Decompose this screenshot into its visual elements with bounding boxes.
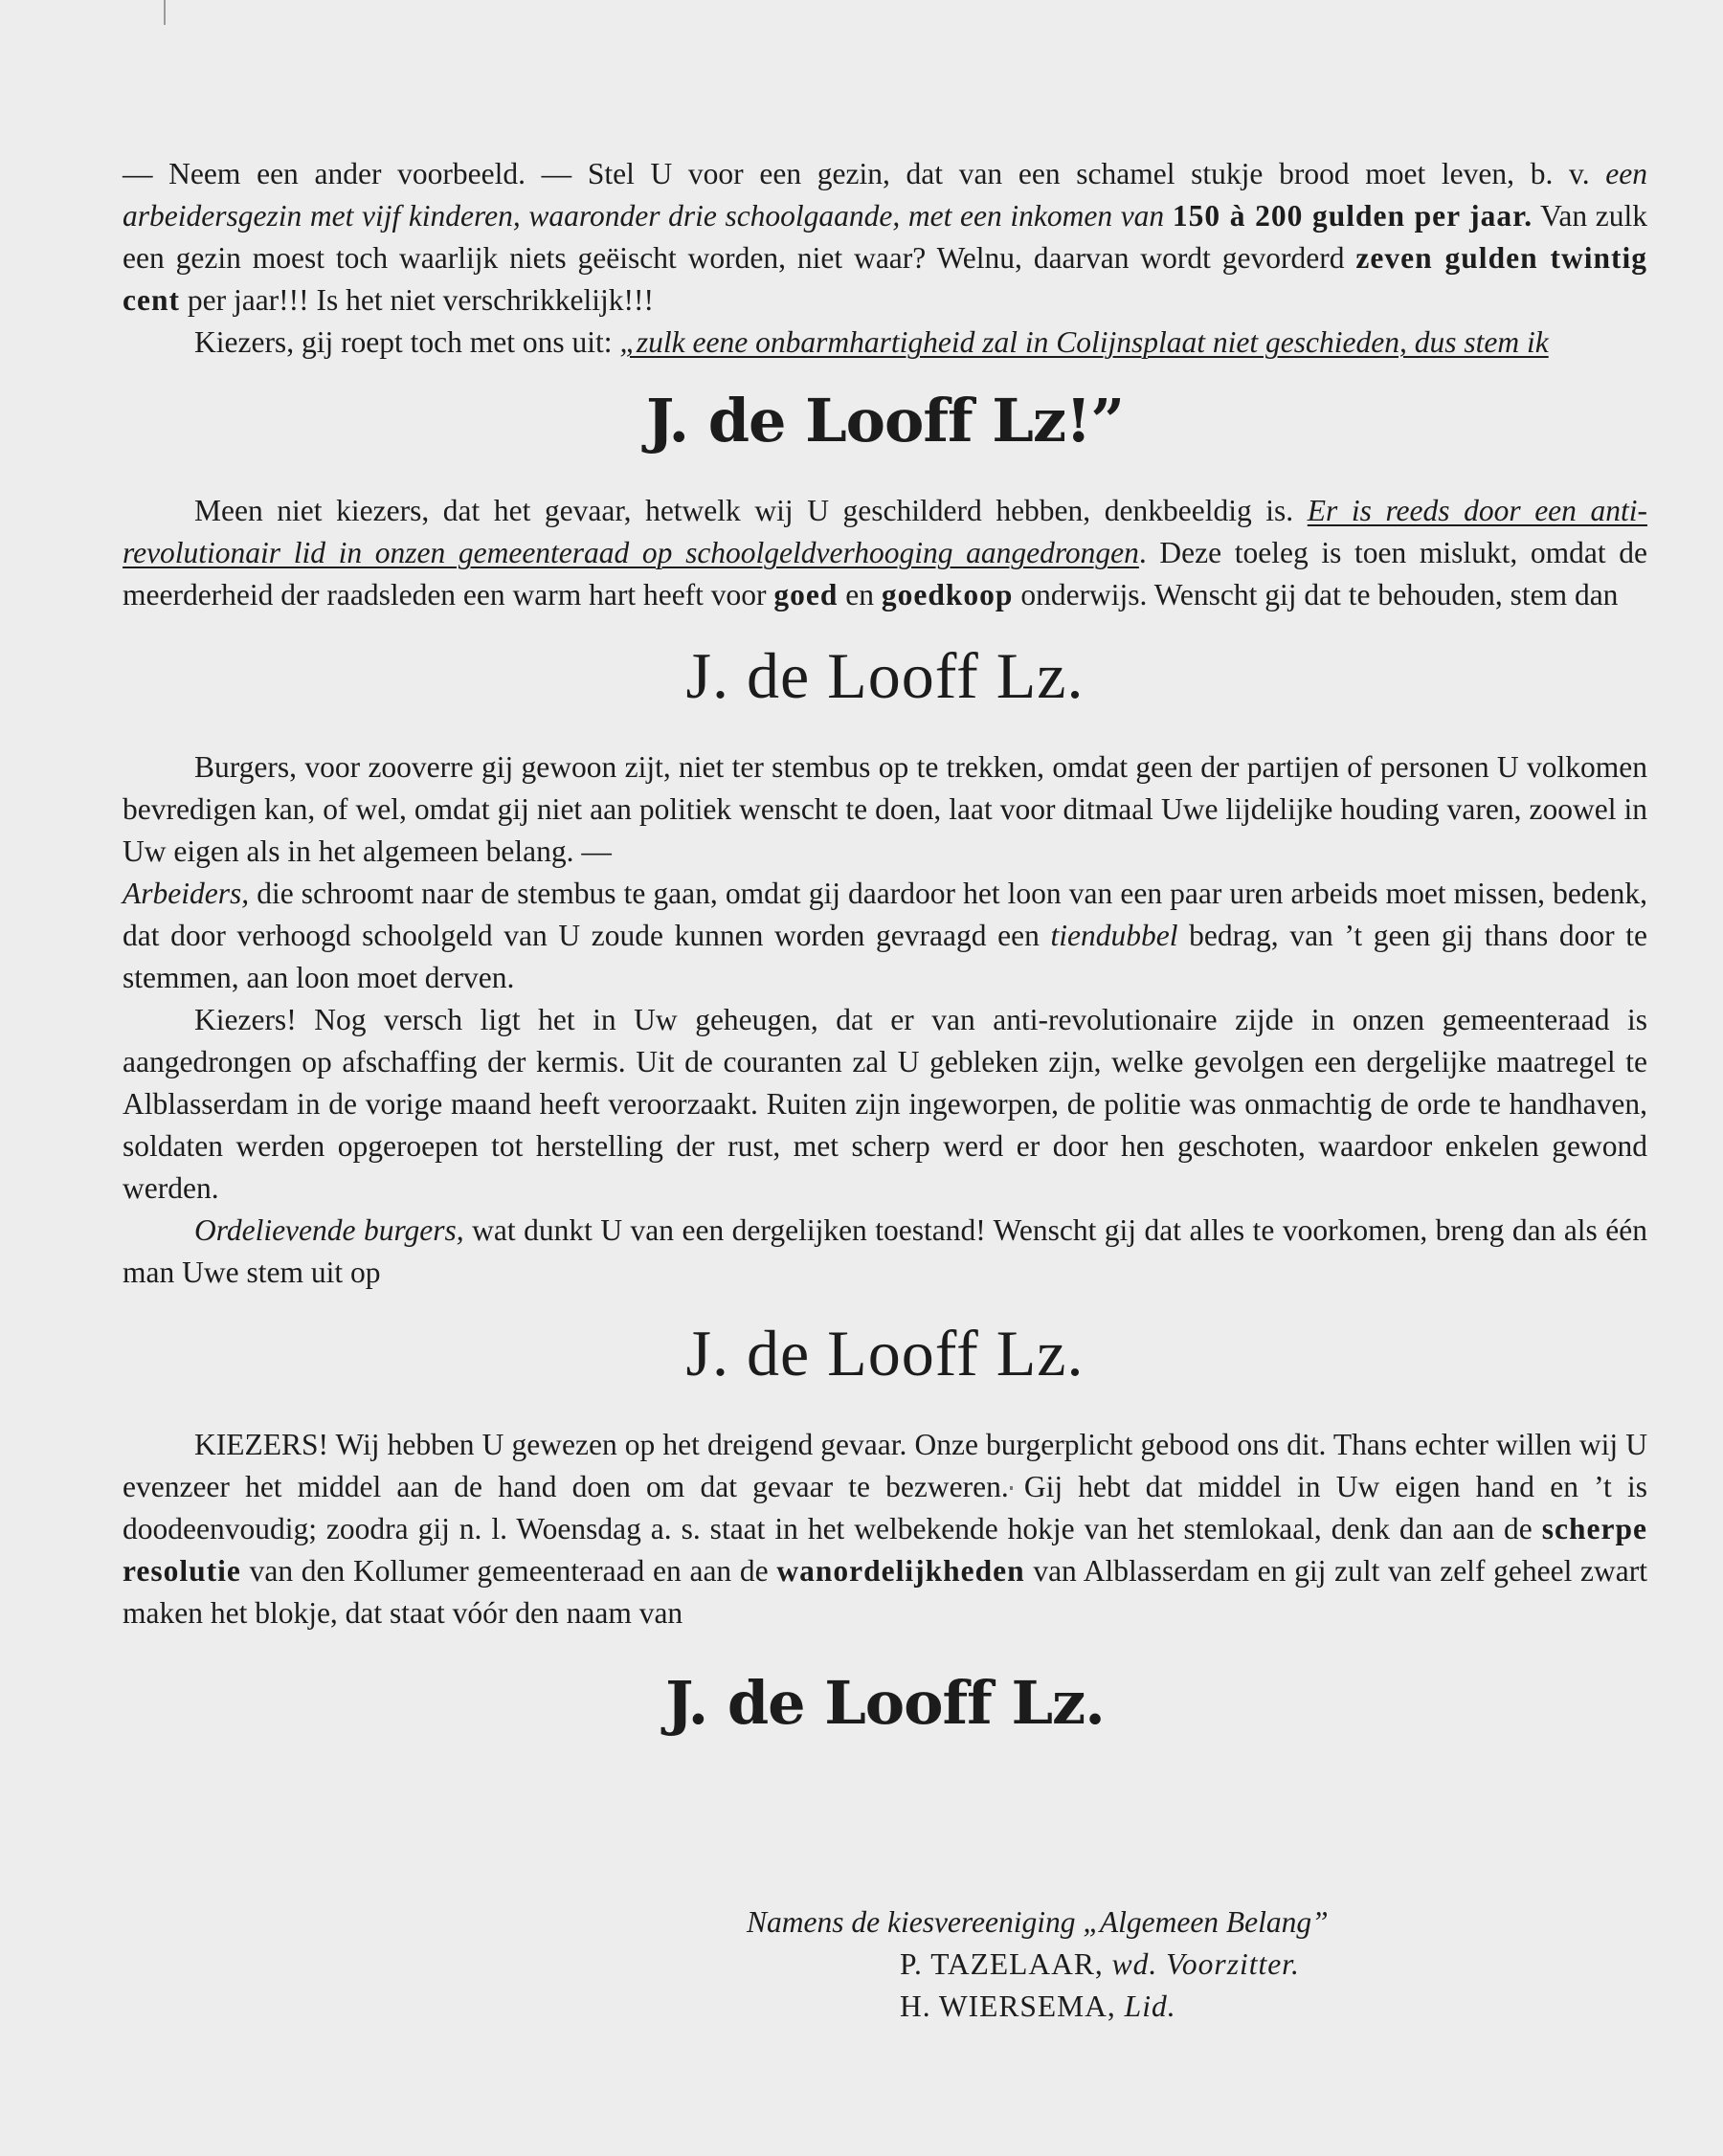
paragraph-example: — Neem een ander voorbeeld. — Stel U voor een gezin, dat van een schamel stukje brood moet leven, b. v. een arbeidersgezin met vijf kinderen, waaronder drie schoolgaande, met een inkomen van 150 à 200 gulden per jaar. Van zulk een gezin moest toch waarlijk niets geëischt worden, niet waar? Welnu, daarvan wordt gevorderd zeven gulden twintig cent per jaar!!! Is het niet verschrikkelijk!!! bbox=[123, 157, 1647, 317]
candidate-name-3: J. de Looff Lz. bbox=[685, 1317, 1085, 1389]
signature-block bbox=[747, 1901, 1608, 2028]
signature-member: H. WIERSEMA, Lid. bbox=[900, 1989, 1176, 2023]
paragraph-arbeiders: Arbeiders, die schroomt naar de stembus te gaan, omdat gij daardoor het loon van een paar uren arbeids moet missen, bedenk, dat door verhoogd schoolgeld van U zoude kunnen worden gevraagd een tiendubbel bedrag, van ’t geen gij thans door te stemmen, aan loon moet derven. bbox=[123, 877, 1647, 994]
candidate-name-2: J. de Looff Lz. bbox=[685, 639, 1085, 712]
candidate-name-4: J. de Looff Lz. bbox=[665, 1668, 1105, 1738]
paragraph-kermis: Kiezers! Nog versch ligt het in Uw geheugen, dat er van anti-revolutionaire zijde in onzen gemeenteraad is aangedrongen op afschaffing der kermis. Uit de couranten zal U gebleken zijn, welke gevolgen een dergelijke maatregel te Alblasserdam in de vorige maand heeft veroorzaakt. Ruiten zijn ingeworpen, de politie was onmachtig de orde te handhaven, soldaten werden opgeroepen tot herstelling der rust, met scherp werd er door hen geschoten, waardoor enkelen gewond werden. bbox=[123, 1003, 1647, 1205]
paragraph-burgers: Burgers, voor zooverre gij gewoon zijt, niet ter stembus op te trekken, omdat geen der partijen of personen U volkomen bevredigen kan, of wel, omdat gij niet aan politiek wenscht te doen, laat voor ditmaal Uwe lijdelijke houding varen, zoowel in Uw eigen als in het algemeen belang. — bbox=[123, 750, 1647, 868]
paragraph-kiezers-final: KIEZERS! Wij hebben U gewezen op het dreigend gevaar. Onze burgerplicht gebood ons dit. Thans echter willen wij U evenzeer het middel aan de hand doen om dat gevaar te bezweren. Gij hebt dat middel in Uw eigen hand en ’t is doodeenvoudig; zoodra gij n. l. Woensdag a. s. staat in het welbekende hokje van het stemlokaal, denk dan aan de scherpe resolutie van den Kollumer gemeenteraad en aan de wanordelijkheden van Alblasserdam en gij zult van zelf geheel zwart maken het blokje, dat staat vóór den naam van bbox=[123, 1428, 1647, 1630]
signature-chairman: P. TAZELAAR, wd. Voorzitter. bbox=[900, 1947, 1300, 1981]
body-text bbox=[123, 153, 1647, 1742]
edge-mark bbox=[164, 0, 166, 25]
signature-association: Namens de kiesvereeniging „Algemeen Belang” bbox=[747, 1905, 1329, 1939]
paragraph-gevaar: Meen niet kiezers, dat het gevaar, hetwelk wij U geschilderd hebben, denkbeeldig is. Er is reeds door een anti-revolutionair lid in onzen gemeenteraad op schoolgeldverhooging aangedrongen. Deze toeleg is toen mislukt, omdat de meerderheid der raadsleden een warm hart heeft voor goed en goedkoop onderwijs. Wenscht gij dat te behouden, stem dan bbox=[123, 494, 1647, 611]
paragraph-kiezers-call: Kiezers, gij roept toch met ons uit: „zulk eene onbarmhartigheid zal in Colijnsplaat niet geschieden, dus stem ik bbox=[194, 325, 1549, 359]
candidate-name-1: J. de Looff Lz!” bbox=[646, 386, 1124, 456]
paragraph-ordelievende: Ordelievende burgers, wat dunkt U van een dergelijken toestand! Wenscht gij dat alles te voorkomen, breng dan als één man Uwe stem uit op bbox=[123, 1213, 1647, 1289]
